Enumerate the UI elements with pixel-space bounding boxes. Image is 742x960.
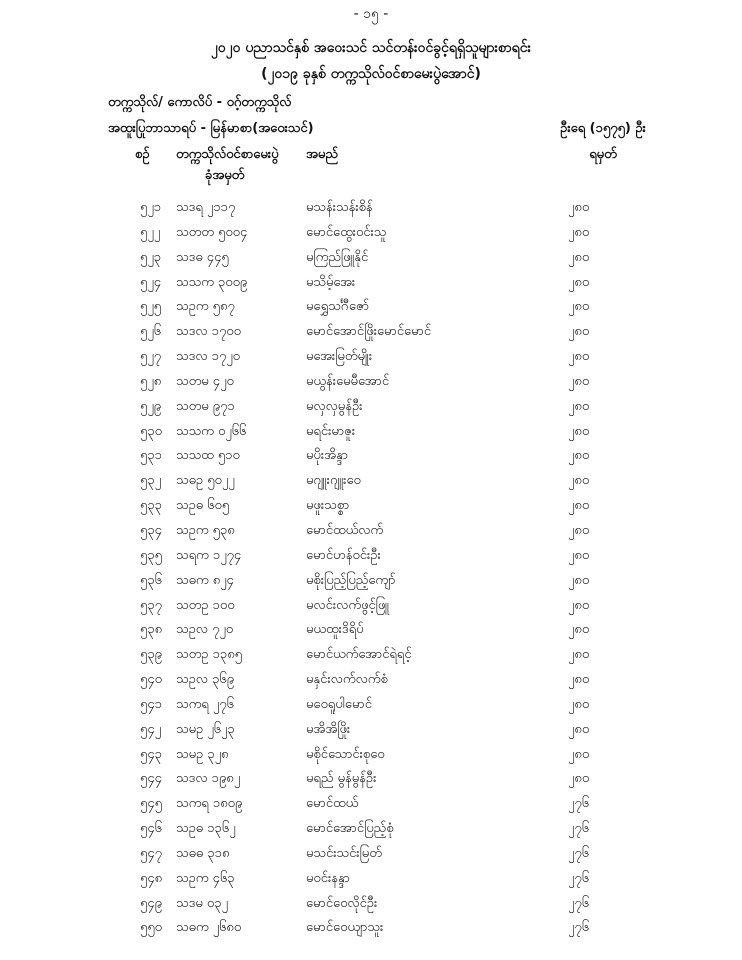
roll-number: သဓက ၈၂၄ <box>176 572 234 588</box>
table-row <box>0 420 742 445</box>
student-name: မဖူးသစ္စာ <box>306 498 350 514</box>
table-row <box>0 842 742 867</box>
student-name: မောင်အောင်ပြည့်စုံ <box>306 821 394 837</box>
table-row <box>0 395 742 420</box>
roll-number: သဥလ ၃၆၉ <box>176 672 235 688</box>
roll-number: သဒဓ ၄၄၅ <box>176 249 229 265</box>
score: ၂၇၆ <box>568 895 590 911</box>
student-name: မကြည်ဖြူနိုင် <box>306 249 369 265</box>
roll-number: သမဥ ၃၂၈ <box>176 746 229 762</box>
student-name: မသင်းသင်းမြတ် <box>306 845 382 861</box>
row-number: ၅၂၈ <box>140 373 162 389</box>
row-number: ၅၅၀ <box>140 920 162 936</box>
score: ၂၈၀ <box>568 423 590 439</box>
row-number: ၅၄၀ <box>140 672 162 688</box>
roll-number: သတတ ၅၀၀၄ <box>176 224 248 240</box>
score: ၂၇၆ <box>568 845 590 861</box>
row-number: ၅၄၇ <box>140 845 162 861</box>
row-number: ၅၂၁ <box>140 200 162 215</box>
score: ၂၈၀ <box>568 448 590 464</box>
table-row <box>0 643 742 668</box>
student-name: မရွှေသင်္ဂီဇော် <box>306 299 370 315</box>
table-row <box>0 693 742 718</box>
row-number: ၅၄၁ <box>140 696 162 712</box>
roll-number: သဥက ၄၆၃ <box>176 870 235 886</box>
student-name: မစိုင်သောင်းစုဝေ <box>306 746 385 762</box>
row-number: ၅၂၉ <box>140 398 162 414</box>
student-name: မောင်ယက်အောင်ရဲရင့် <box>306 647 412 663</box>
table-row <box>0 295 742 320</box>
student-name: မအေးမြတ်မျိုး <box>306 349 373 365</box>
row-number: ၅၄၂ <box>140 721 162 737</box>
score: ၂၈၀ <box>568 324 590 340</box>
table-row <box>0 817 742 842</box>
student-name: မောင်ထွေးဝင်းသူ <box>306 224 387 240</box>
student-name: မအိအိဖြိုး <box>306 721 351 737</box>
results-table <box>0 196 742 941</box>
student-name: မနှင်းလက်လက်စံ <box>306 672 388 688</box>
roll-number: သဒမ ၀၃၂ <box>176 895 228 911</box>
roll-number: သဥဓ ၁၃၆၂ <box>176 821 236 837</box>
row-number: ၅၃၄ <box>140 522 162 538</box>
subject-line: အထူးပြုဘာသာရပ် - မြန်မာစာ(အဝေးသင်) <box>108 121 314 136</box>
row-number: ၅၄၆ <box>140 821 162 837</box>
roll-number: သတဥ ၁၃၈၅ <box>176 647 242 663</box>
student-name: မဝင်းနန္ဒာ <box>306 870 351 886</box>
table-row <box>0 469 742 494</box>
roll-number: သဒလ ၁၇၂၀ <box>176 349 240 365</box>
table-row <box>0 792 742 817</box>
score: ၂၇၆ <box>568 821 590 837</box>
row-number: ၅၂၇ <box>140 349 162 365</box>
student-name: မဂျူးဂျူးဝေ <box>306 473 361 489</box>
score: ၂၈၀ <box>568 299 590 315</box>
row-number: ၅၂၅ <box>140 299 162 315</box>
score: ၂၈၀ <box>568 274 590 290</box>
student-name: မယထူးဒိရိပ် <box>306 622 364 638</box>
row-number: ၅၃၃ <box>140 498 162 514</box>
score: ၂၇၆ <box>568 870 590 886</box>
roll-number: သဓဥ ၅၀၂၂ <box>176 473 235 489</box>
roll-number: သတမ ၄၂၀ <box>176 373 234 389</box>
student-name: မရည် မွန်မွန်ဦး <box>306 771 377 787</box>
student-name: မယွန်းမေမီအောင် <box>306 373 390 389</box>
score: ၂၈၀ <box>568 672 590 688</box>
roll-number: သဒလ ၁၇၀၀ <box>176 324 241 340</box>
document-title: ၂၀၂၀ ပညာသင်နှစ် အဝေးသင် သင်တန်းဝင်ခွင့်ရရှိသူများစာရင်း <box>210 40 532 56</box>
mark-column-header: ရမှတ် <box>589 147 617 162</box>
roll-number: သသက ၀၂၆၆ <box>176 423 247 439</box>
student-name: မောင်ဝေယျာသူး <box>306 920 384 936</box>
row-number: ၅၃၆ <box>140 572 162 588</box>
table-row <box>0 320 742 345</box>
score: ၂၈၀ <box>568 522 590 538</box>
student-name: မောင်ထယ်လက် <box>306 522 384 538</box>
score: ၂၇၆ <box>568 920 590 936</box>
score: ၂၈၀ <box>568 398 590 414</box>
score: ၂၈၀ <box>568 771 590 787</box>
row-number: ၅၄၅ <box>140 796 162 812</box>
table-row <box>0 519 742 544</box>
student-name: မောင်ဟန်ဝင်းဦး <box>306 547 381 563</box>
row-number: ၅၃၉ <box>140 647 162 663</box>
table-row <box>0 345 742 370</box>
student-name: မဝေရူပါမောင် <box>306 696 372 712</box>
table-row <box>0 221 742 246</box>
row-number: ၅၂၆ <box>140 324 162 340</box>
roll-number: သဥက ၅၃၈ <box>176 522 235 538</box>
roll-number: သရက ၁၂၇၄ <box>176 547 242 563</box>
roll-number: သတမ ၉၇၁ <box>176 398 235 414</box>
roll-number: သကရ ၂၇၆ <box>176 696 234 712</box>
no-column-header: စဉ် <box>135 147 150 162</box>
roll-number: သဥဓ ၆၀၅ <box>176 498 230 514</box>
row-number: ၅၃၀ <box>140 423 162 439</box>
row-number: ၅၄၃ <box>140 746 162 762</box>
student-name: မသိမ့်အေး <box>306 274 356 290</box>
score: ၂၈၀ <box>568 249 590 265</box>
roll-number: သဒရ ၂၁၁၇ <box>176 200 236 215</box>
row-number: ၅၃၅ <box>140 547 162 563</box>
table-row <box>0 594 742 619</box>
roll-number: သတဥ ၁၀၀ <box>176 597 235 613</box>
table-row <box>0 271 742 296</box>
score: ၂၈၀ <box>568 622 590 638</box>
student-name: မောင်အောင်ဖြိုးမောင်မောင် <box>306 324 432 340</box>
table-row <box>0 569 742 594</box>
table-row <box>0 743 742 768</box>
roll-number: သဓဓ ၃၁၈ <box>176 845 230 861</box>
row-number: ၅၃၇ <box>140 597 162 613</box>
student-name: မောင်ထယ် <box>306 796 359 812</box>
roll-number: သဓက ၂၆၈၀ <box>176 920 242 936</box>
student-name: မလှလှမွန်ဦး <box>306 398 363 414</box>
table-row <box>0 544 742 569</box>
score: ၂၈၀ <box>568 572 590 588</box>
row-number: ၅၂၂ <box>140 224 161 240</box>
roll-column-header: တက္ကသိုလ်ဝင်စာမေးပွဲ <box>176 147 279 162</box>
row-number: ၅၄၈ <box>140 870 163 886</box>
score: ၂၈၀ <box>568 746 590 762</box>
table-row <box>0 618 742 643</box>
student-name: မသန်းသန်းစိန် <box>306 200 373 215</box>
student-name: မောင်ဝေလိုင်ဦး <box>306 895 378 911</box>
score: ၂၈၀ <box>568 349 590 365</box>
row-number: ၅၄၄ <box>140 771 162 787</box>
table-row <box>0 867 742 892</box>
score: ၂၈၀ <box>568 200 590 215</box>
table-row <box>0 718 742 743</box>
roll-number: သသထ ၅၁၀ <box>176 448 240 464</box>
table-row <box>0 494 742 519</box>
score: ၂၈၀ <box>568 498 590 514</box>
table-row <box>0 767 742 792</box>
row-number: ၅၄၉ <box>140 895 162 911</box>
name-column-header: အမည် <box>306 147 338 162</box>
roll-number: သဥလ ၇၂၀ <box>176 622 234 638</box>
score: ၂၈၀ <box>568 597 590 613</box>
score: ၂၈၀ <box>568 721 590 737</box>
page-number: - ၁၅ - <box>353 6 389 22</box>
row-number: ၅၃၈ <box>140 622 163 638</box>
roll-number: သသက ၃၀၀၉ <box>176 274 248 290</box>
table-row <box>0 196 742 221</box>
student-name: မပိုးအိန္ဒာ <box>306 448 349 464</box>
table-row <box>0 892 742 917</box>
score: ၂၈၀ <box>568 547 590 563</box>
student-name: မစိုးပြည့်ပြည့်ကျော် <box>306 572 396 588</box>
table-row <box>0 668 742 693</box>
row-number: ၅၃၂ <box>140 473 162 489</box>
roll-number: သဥက ၅၈၇ <box>176 299 235 315</box>
score: ၂၈၀ <box>568 473 590 489</box>
score: ၂၈၀ <box>568 224 590 240</box>
table-row <box>0 916 742 941</box>
score: ၂၈၀ <box>568 647 590 663</box>
row-number: ၅၃၁ <box>140 448 162 464</box>
student-name: မရင်းမာဇူး <box>306 423 356 439</box>
score: ၂၈၀ <box>568 696 590 712</box>
row-number: ၅၂၄ <box>140 274 162 290</box>
row-number: ၅၂၃ <box>140 249 162 265</box>
roll-column-header-line2: ခုံအမှတ် <box>205 168 245 183</box>
roll-number: သဒလ ၁၉၈၂ <box>176 771 241 787</box>
table-row <box>0 246 742 271</box>
student-name: မလင်းလက်ဖွင့်ဖြူ <box>306 597 390 613</box>
university-line: တက္ကသိုလ်/ ကောလိပ် - ဝဂ့်တက္ကသိုလ် <box>108 95 292 110</box>
table-row <box>0 444 742 469</box>
table-row <box>0 370 742 395</box>
score: ၂၇၆ <box>568 796 590 812</box>
roll-number: သမဥ ၂၆၂၃ <box>176 721 235 737</box>
document-subtitle: (၂၀၁၉ ခုနှစ် တက္ကသိုလ်ဝင်စာမေးပွဲအောင်) <box>261 66 481 82</box>
score: ၂၈၀ <box>568 373 590 389</box>
roll-number: သကရ ၁၈၀၉ <box>176 796 243 812</box>
total-count: ဦးရေ (၁၅၇၅) ဦး <box>560 121 646 136</box>
